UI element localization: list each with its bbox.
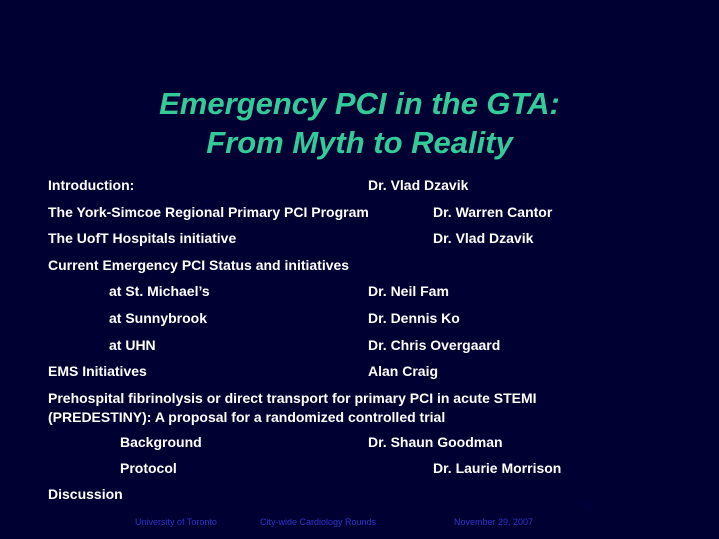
footer-event: City-wide Cardiology Rounds [260, 517, 377, 527]
slide-title [0, 84, 719, 162]
agenda-subitem-background-topic: Background [120, 434, 202, 450]
title-line-2: From Myth to Reality [206, 125, 513, 160]
agenda-item-introduction-speaker: Dr. Vlad Dzavik [368, 177, 469, 193]
agenda-item-predestiny-line-2: (PREDESTINY): A proposal for a randomized controlled trial [48, 409, 446, 425]
title-line-1: Emergency PCI in the GTA: [159, 86, 560, 121]
agenda-item-ems-speaker: Alan Craig [368, 363, 439, 379]
agenda-item-uoft-speaker: Dr. Vlad Dzavik [433, 230, 534, 246]
agenda-subitem-background-speaker: Dr. Shaun Goodman [368, 434, 503, 450]
agenda-subitem-sunnybrook-speaker: Dr. Dennis Ko [368, 310, 460, 326]
agenda-item-discussion-topic: Discussion [48, 486, 123, 502]
agenda-item-introduction-topic: Introduction: [48, 177, 135, 193]
agenda-item-york-simcoe-topic: The York-Simcoe Regional Primary PCI Program [48, 204, 369, 220]
agenda-subitem-protocol-speaker: Dr. Laurie Morrison [433, 460, 562, 476]
agenda-subitem-st-michaels-speaker: Dr. Neil Fam [368, 283, 449, 299]
agenda-item-current-status-topic: Current Emergency PCI Status and initiatives [48, 257, 350, 273]
agenda-subitem-st-michaels-topic: at St. Michael’s [109, 283, 210, 299]
agenda-subitem-uhn-topic: at UHN [109, 337, 156, 353]
agenda-subitem-sunnybrook-topic: at Sunnybrook [109, 310, 208, 326]
agenda-item-predestiny-line-1: Prehospital fibrinolysis or direct transport for primary PCI in acute STEMI [48, 390, 537, 406]
agenda-item-ems-topic: EMS Initiatives [48, 363, 147, 379]
page-number: 1 [585, 500, 590, 509]
agenda-subitem-uhn-speaker: Dr. Chris Overgaard [368, 337, 501, 353]
agenda-item-uoft-topic: The UofT Hospitals initiative [48, 230, 237, 246]
agenda-item-york-simcoe-speaker: Dr. Warren Cantor [433, 204, 553, 220]
footer-date: November 29, 2007 [454, 517, 534, 527]
footer-institution: University of Toronto [135, 517, 217, 527]
agenda-subitem-protocol-topic: Protocol [120, 460, 177, 476]
